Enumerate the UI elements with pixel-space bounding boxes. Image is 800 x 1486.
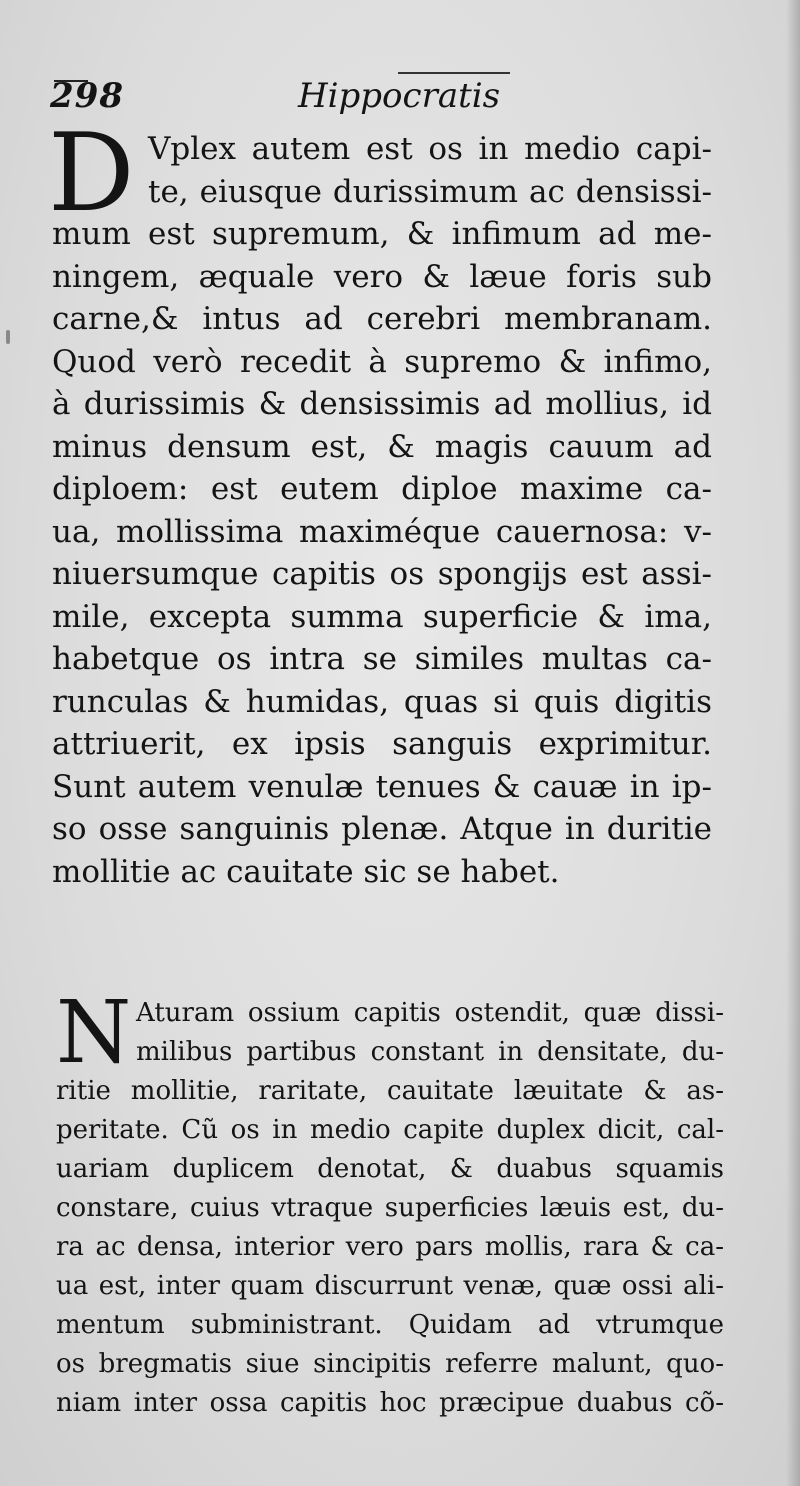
page-number: 298 bbox=[50, 76, 124, 116]
commentary-line: milibus partibus constant in densitate, du- bbox=[136, 1037, 724, 1067]
commentary-line: constare, cuius vtraque superficies læuis est, du- bbox=[56, 1193, 724, 1223]
main-text bbox=[48, 111, 712, 893]
text-line: attriuerit, ex ipsis sanguis exprimitur. bbox=[52, 726, 712, 762]
text-line: mum est supremum, & infimum ad me- bbox=[52, 216, 712, 252]
drop-cap: D bbox=[48, 111, 135, 236]
commentary-line: os bregmatis siue sincipitis referre malunt, quo- bbox=[56, 1349, 724, 1379]
text-line: habetque os intra se similes multas ca- bbox=[52, 641, 712, 677]
text-line: mile, excepta summa superficie & ima, bbox=[52, 598, 712, 635]
text-line: Quod verò recedit à supremo & infimo, bbox=[52, 343, 712, 380]
commentary-line: ritie mollitie, raritate, cauitate læuitate & as- bbox=[56, 1076, 724, 1106]
commentary-text bbox=[56, 983, 724, 1423]
commentary-drop-cap: N bbox=[56, 983, 132, 1083]
page-header bbox=[50, 76, 730, 126]
commentary-line: ua est, inter quam discurrunt venæ, quæ ossi ali- bbox=[56, 1271, 724, 1301]
text-line: runculas & humidas, quas si quis digitis bbox=[52, 683, 712, 720]
commentary-line: Aturam ossium capitis ostendit, quæ dissi- bbox=[136, 998, 724, 1028]
text-line: Vplex autem est os in medio capi- bbox=[148, 131, 712, 167]
commentary-line: niam inter ossa capitis hoc præcipue duabus cõ- bbox=[56, 1388, 724, 1418]
text-line: te, eiusque durissimum ac densissi- bbox=[148, 173, 712, 210]
text-line: ningem, æquale vero & læue foris sub bbox=[52, 258, 712, 295]
commentary-line: mentum subministrant. Quidam ad vtrumque bbox=[56, 1310, 724, 1340]
commentary-line: peritate. Cũ os in medio capite duplex dicit, cal- bbox=[56, 1115, 724, 1145]
text-line: diploem: est eutem diploe maxime ca- bbox=[52, 471, 712, 507]
text-line: Sunt autem venulæ tenues & cauæ in ip- bbox=[52, 768, 712, 805]
text-line: niuersumque capitis os spongijs est assi- bbox=[52, 556, 712, 592]
text-line: mollitie ac cauitate sic se habet. bbox=[52, 853, 560, 890]
text-line: so osse sanguinis plenæ. Atque in duritie bbox=[52, 811, 712, 847]
text-line: carne,& intus ad cerebri membranam. bbox=[52, 301, 712, 337]
commentary-line: uariam duplicem denotat, & duabus squamis bbox=[56, 1154, 724, 1184]
text-line: à durissimis & densissimis ad mollius, id bbox=[52, 386, 712, 422]
running-head-rule bbox=[398, 72, 510, 74]
text-line: minus densum est, & magis cauum ad bbox=[52, 428, 712, 465]
ink-smudge bbox=[6, 330, 10, 344]
page-edge-shadow bbox=[786, 0, 800, 1486]
commentary-line: ra ac densa, interior vero pars mollis, rara & ca- bbox=[56, 1232, 724, 1262]
text-line: ua, mollissima maximéque cauernosa: v- bbox=[52, 513, 712, 550]
running-head: Hippocratis bbox=[298, 76, 501, 116]
